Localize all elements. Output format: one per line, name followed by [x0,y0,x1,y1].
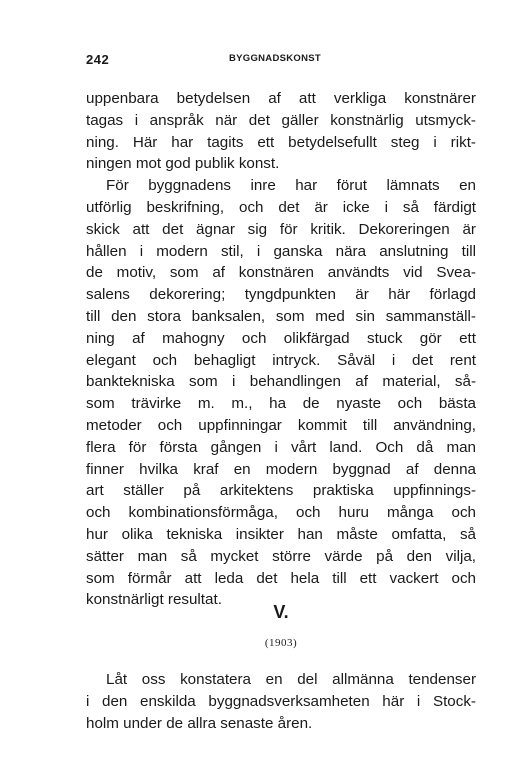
text-line: de motiv, som af konstnären användts vid Svea- [86,264,476,282]
section-heading: V. [273,602,289,622]
page-number: 242 [86,52,110,67]
paragraph-continued [86,88,476,175]
text-line: hur olika tekniska insikter han måste omfatta, så [86,525,476,543]
running-header [86,52,464,68]
text-line: som trävirke m. m., ha de nyaste och bästa [86,395,476,413]
section-year: (1903) [264,637,298,649]
text-line: flera för första gången i vårt land. Och då man [86,438,476,456]
text-line: konstnärligt resultat. [86,591,222,609]
text-line: hållen i modern stil, i ganska nära anslutning till [86,242,476,260]
paragraph-interior [86,175,476,611]
text-line: elegant och behagligt intryck. Såväl i det rent [86,351,476,369]
text-line: utförlig beskrifning, och det är icke i så färdigt [86,198,476,216]
text-line: och kombinationsförmåga, och huru många och [86,504,476,522]
text-line: metoder och uppfinningar kommit till användning, [86,416,476,434]
text-line: i den enskilda byggnadsverksamheten här i Stock- [86,692,476,710]
text-line: Låt oss konstatera en del allmänna tendenser [106,671,476,688]
text-line: finner hvilka kraf en modern byggnad af denna [86,460,476,478]
running-title: BYGGNADSKONST [228,53,322,64]
text-line: art ställer på arkitektens praktiska uppfinnings- [86,482,476,500]
text-line: banktekniska som i behandlingen af material, så- [86,373,476,391]
text-line: holm under de allra senaste åren. [86,714,313,732]
text-line: tagas i anspråk när det gäller konstnärlig utsmyck- [86,111,476,129]
text-line: För byggnadens inre har förut lämnats en [106,177,476,195]
text-line: ning af mahogny och olikfärgad stuck gör ett [86,329,476,347]
text-line: uppenbara betydelsen af att verkliga konstnärer [86,90,476,107]
text-line: ning. Här har tagits ett betydelsefullt steg i rikt- [86,133,476,151]
paragraph-section-v [86,669,476,734]
text-line: till den stora banksalen, som med sin sammanställ- [86,307,476,325]
text-line: salens dekorering; tyngdpunkten är här förlagd [86,286,476,304]
body-text-lower [86,669,476,734]
body-text-upper [86,88,476,611]
text-line: skick att det ägnar sig för kritik. Dekoreringen är [86,220,476,238]
text-line: som förmår att leda det hela till ett vackert och [86,569,476,587]
text-line: ningen mot god publik konst. [86,155,280,173]
text-line: sätter man så mycket större värde på den vilja, [86,547,476,565]
